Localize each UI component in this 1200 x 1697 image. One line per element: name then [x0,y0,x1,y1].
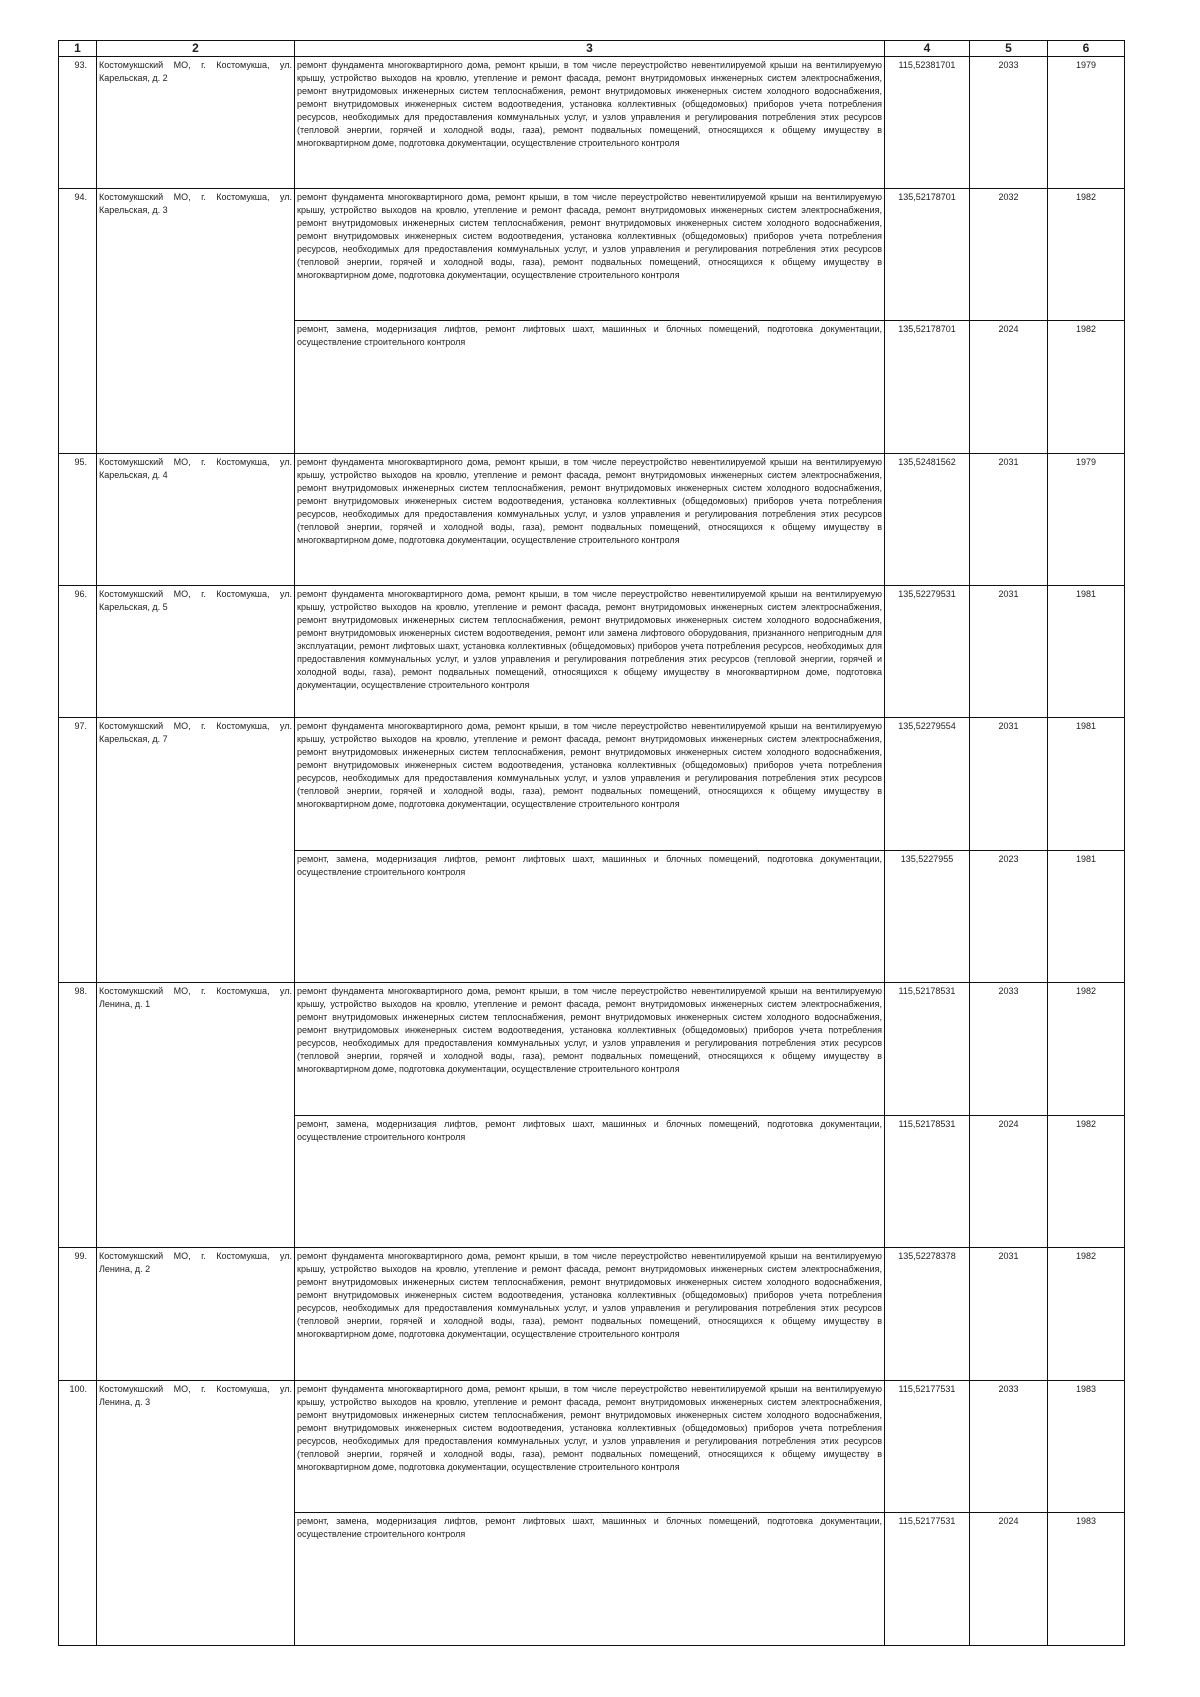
planned-year-cell: 2024 [970,1116,1048,1248]
built-year-cell: 1981 [1048,586,1125,718]
cost-cell: 135,52481562 [885,454,970,586]
planned-year-cell: 2031 [970,454,1048,586]
row-number-cell: 96. [59,586,97,718]
built-year-cell: 1982 [1048,1248,1125,1381]
header-row [59,41,1125,57]
built-year-cell: 1982 [1048,321,1125,454]
planned-year-cell: 2031 [970,1248,1048,1381]
table-row [59,454,1125,586]
row-number-cell: 95. [59,454,97,586]
work-description-cell: ремонт фундамента многоквартирного дома, ремонт крыши, в том числе переустройство невентилируемой крыши на вентилируемую крышу, устройство выходов на кровлю, утепление и ремонт фасада, ремонт внутридомовых инженерных систем электроснабжения, ремонт внутридомовых инженерных систем теплоснабжения, ремонт внутридомовых инженерных систем холодного водоснабжения, ремонт внутридомовых инженерных систем водоотведения, установка коллективных (общедомовых) приборов учета потребления ресурсов, необходимых для предоставления коммунальных услуг, и узлов управления и регулирования потребления этих ресурсов (тепловой энергии, горячей и холодной воды, газа), ремонт подвальных помещений, относящихся к общему имуществу в многоквартирном доме, подготовка документации, осуществление строительного контроля [295,1248,885,1381]
work-description-cell: ремонт фундамента многоквартирного дома, ремонт крыши, в том числе переустройство невентилируемой крыши на вентилируемую крышу, устройство выходов на кровлю, утепление и ремонт фасада, ремонт внутридомовых инженерных систем электроснабжения, ремонт внутридомовых инженерных систем теплоснабжения, ремонт внутридомовых инженерных систем холодного водоснабжения, ремонт внутридомовых инженерных систем водоотведения, установка коллективных (общедомовых) приборов учета потребления ресурсов, необходимых для предоставления коммунальных услуг, и узлов управления и регулирования потребления этих ресурсов (тепловой энергии, горячей и холодной воды, газа), ремонт подвальных помещений, относящихся к общему имуществу в многоквартирном доме, подготовка документации, осуществление строительного контроля [295,57,885,189]
planned-year-cell: 2033 [970,57,1048,189]
address-cell: Костомукшский МО, г. Костомукша, ул. Ленина, д. 2 [97,1248,295,1381]
built-year-cell: 1983 [1048,1513,1125,1646]
work-description-cell: ремонт фундамента многоквартирного дома, ремонт крыши, в том числе переустройство невентилируемой крыши на вентилируемую крышу, устройство выходов на кровлю, утепление и ремонт фасада, ремонт внутридомовых инженерных систем электроснабжения, ремонт внутридомовых инженерных систем теплоснабжения, ремонт внутридомовых инженерных систем холодного водоснабжения, ремонт внутридомовых инженерных систем водоотведения, установка коллективных (общедомовых) приборов учета потребления ресурсов, необходимых для предоставления коммунальных услуг, и узлов управления и регулирования потребления этих ресурсов (тепловой энергии, горячей и холодной воды, газа), ремонт подвальных помещений, относящихся к общему имуществу в многоквартирном доме, подготовка документации, осуществление строительного контроля [295,454,885,586]
planned-year-cell: 2024 [970,1513,1048,1646]
planned-year-cell: 2033 [970,983,1048,1116]
work-description-cell: ремонт, замена, модернизация лифтов, ремонт лифтовых шахт, машинных и блочных помещений, подготовка документации, осуществление строительного контроля [295,1116,885,1248]
work-description-cell: ремонт, замена, модернизация лифтов, ремонт лифтовых шахт, машинных и блочных помещений, подготовка документации, осуществление строительного контроля [295,851,885,983]
row-number-cell: 98. [59,983,97,1248]
work-description-cell: ремонт фундамента многоквартирного дома, ремонт крыши, в том числе переустройство невентилируемой крыши на вентилируемую крышу, устройство выходов на кровлю, утепление и ремонт фасада, ремонт внутридомовых инженерных систем электроснабжения, ремонт внутридомовых инженерных систем теплоснабжения, ремонт внутридомовых инженерных систем холодного водоснабжения, ремонт внутридомовых инженерных систем водоотведения, ремонт или замена лифтового оборудования, признанного непригодным для эксплуатации, ремонт лифтовых шахт, установка коллективных (общедомовых) приборов учета потребления ресурсов, необходимых для предоставления коммунальных услуг, и узлов управления и регулирования потребления этих ресурсов (тепловой энергии, горячей и холодной воды, газа), ремонт подвальных помещений, относящихся к общему имуществу в многоквартирном доме, подготовка документации, осуществление строительного контроля [295,586,885,718]
work-description-cell: ремонт фундамента многоквартирного дома, ремонт крыши, в том числе переустройство невентилируемой крыши на вентилируемую крышу, устройство выходов на кровлю, утепление и ремонт фасада, ремонт внутридомовых инженерных систем электроснабжения, ремонт внутридомовых инженерных систем теплоснабжения, ремонт внутридомовых инженерных систем холодного водоснабжения, ремонт внутридомовых инженерных систем водоотведения, установка коллективных (общедомовых) приборов учета потребления ресурсов, необходимых для предоставления коммунальных услуг, и узлов управления и регулирования потребления этих ресурсов (тепловой энергии, горячей и холодной воды, газа), ремонт подвальных помещений, относящихся к общему имуществу в многоквартирном доме, подготовка документации, осуществление строительного контроля [295,189,885,321]
cost-cell: 115,52177531 [885,1513,970,1646]
address-cell: Костомукшский МО, г. Костомукша, ул. Карельская, д. 7 [97,718,295,983]
row-number-cell: 99. [59,1248,97,1381]
header-col-6: 6 [1048,41,1125,57]
work-description-cell: ремонт фундамента многоквартирного дома, ремонт крыши, в том числе переустройство невентилируемой крыши на вентилируемую крышу, устройство выходов на кровлю, утепление и ремонт фасада, ремонт внутридомовых инженерных систем электроснабжения, ремонт внутридомовых инженерных систем теплоснабжения, ремонт внутридомовых инженерных систем холодного водоснабжения, ремонт внутридомовых инженерных систем водоотведения, установка коллективных (общедомовых) приборов учета потребления ресурсов, необходимых для предоставления коммунальных услуг, и узлов управления и регулирования потребления этих ресурсов (тепловой энергии, горячей и холодной воды, газа), ремонт подвальных помещений, относящихся к общему имуществу в многоквартирном доме, подготовка документации, осуществление строительного контроля [295,983,885,1116]
cost-cell: 135,52178701 [885,189,970,321]
header-col-2: 2 [97,41,295,57]
planned-year-cell: 2033 [970,1381,1048,1513]
work-description-cell: ремонт фундамента многоквартирного дома, ремонт крыши, в том числе переустройство невентилируемой крыши на вентилируемую крышу, устройство выходов на кровлю, утепление и ремонт фасада, ремонт внутридомовых инженерных систем электроснабжения, ремонт внутридомовых инженерных систем теплоснабжения, ремонт внутридомовых инженерных систем холодного водоснабжения, ремонт внутридомовых инженерных систем водоотведения, установка коллективных (общедомовых) приборов учета потребления ресурсов, необходимых для предоставления коммунальных услуг, и узлов управления и регулирования потребления этих ресурсов (тепловой энергии, горячей и холодной воды, газа), ремонт подвальных помещений, относящихся к общему имуществу в многоквартирном доме, подготовка документации, осуществление строительного контроля [295,1381,885,1513]
planned-year-cell: 2032 [970,189,1048,321]
header-col-3: 3 [295,41,885,57]
table-row [59,586,1125,718]
cost-cell: 115,52177531 [885,1381,970,1513]
built-year-cell: 1982 [1048,189,1125,321]
table-row [59,718,1125,851]
cost-cell: 135,52279554 [885,718,970,851]
built-year-cell: 1982 [1048,983,1125,1116]
table-row [59,57,1125,189]
capital-repair-table [58,40,1125,1646]
header-col-4: 4 [885,41,970,57]
work-description-cell: ремонт, замена, модернизация лифтов, ремонт лифтовых шахт, машинных и блочных помещений, подготовка документации, осуществление строительного контроля [295,321,885,454]
work-description-cell: ремонт фундамента многоквартирного дома, ремонт крыши, в том числе переустройство невентилируемой крыши на вентилируемую крышу, устройство выходов на кровлю, утепление и ремонт фасада, ремонт внутридомовых инженерных систем электроснабжения, ремонт внутридомовых инженерных систем теплоснабжения, ремонт внутридомовых инженерных систем холодного водоснабжения, ремонт внутридомовых инженерных систем водоотведения, установка коллективных (общедомовых) приборов учета потребления ресурсов, необходимых для предоставления коммунальных услуг, и узлов управления и регулирования потребления этих ресурсов (тепловой энергии, горячей и холодной воды, газа), ремонт подвальных помещений, относящихся к общему имуществу в многоквартирном доме, подготовка документации, осуществление строительного контроля [295,718,885,851]
built-year-cell: 1983 [1048,1381,1125,1513]
header-col-1: 1 [59,41,97,57]
built-year-cell: 1979 [1048,57,1125,189]
table-row [59,1248,1125,1381]
cost-cell: 135,52279531 [885,586,970,718]
table-body [59,57,1125,1646]
cost-cell: 115,52381701 [885,57,970,189]
header-col-5: 5 [970,41,1048,57]
row-number-cell: 97. [59,718,97,983]
cost-cell: 135,52278378 [885,1248,970,1381]
built-year-cell: 1979 [1048,454,1125,586]
address-cell: Костомукшский МО, г. Костомукша, ул. Ленина, д. 1 [97,983,295,1248]
planned-year-cell: 2031 [970,718,1048,851]
address-cell: Костомукшский МО, г. Костомукша, ул. Ленина, д. 3 [97,1381,295,1646]
work-description-cell: ремонт, замена, модернизация лифтов, ремонт лифтовых шахт, машинных и блочных помещений, подготовка документации, осуществление строительного контроля [295,1513,885,1646]
planned-year-cell: 2023 [970,851,1048,983]
built-year-cell: 1982 [1048,1116,1125,1248]
address-cell: Костомукшский МО, г. Костомукша, ул. Карельская, д. 2 [97,57,295,189]
built-year-cell: 1981 [1048,718,1125,851]
row-number-cell: 94. [59,189,97,454]
cost-cell: 135,52178701 [885,321,970,454]
address-cell: Костомукшский МО, г. Костомукша, ул. Карельская, д. 4 [97,454,295,586]
table-row [59,983,1125,1116]
address-cell: Костомукшский МО, г. Костомукша, ул. Карельская, д. 3 [97,189,295,454]
row-number-cell: 100. [59,1381,97,1646]
built-year-cell: 1981 [1048,851,1125,983]
row-number-cell: 93. [59,57,97,189]
table-row [59,1381,1125,1513]
planned-year-cell: 2024 [970,321,1048,454]
cost-cell: 115,52178531 [885,1116,970,1248]
cost-cell: 135,5227955 [885,851,970,983]
planned-year-cell: 2031 [970,586,1048,718]
cost-cell: 115,52178531 [885,983,970,1116]
table-row [59,189,1125,321]
address-cell: Костомукшский МО, г. Костомукша, ул. Карельская, д. 5 [97,586,295,718]
